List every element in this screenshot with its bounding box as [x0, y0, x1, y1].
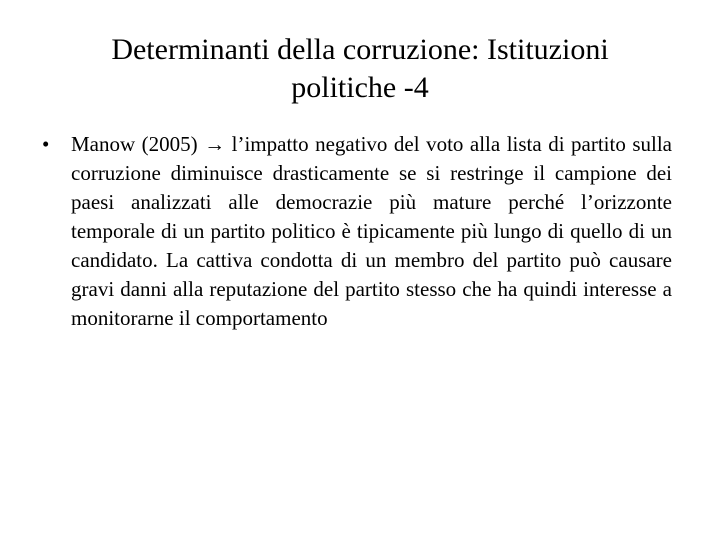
slide-title: Determinanti della corruzione: Istituzioni politiche -4 — [111, 33, 609, 104]
bullet-icon: • — [42, 132, 50, 156]
bullet-item — [38, 130, 672, 333]
bullet-list — [38, 130, 672, 333]
bullet-text: Manow (2005) → l’impatto negativo del voto alla lista di partito sulla corruzione diminuisce drasticamente se si restringe il campione dei paesi analizzati alle democrazie più mature perché l’orizzonte temporale di un partito politico è tipicamente più lungo di quello di un candidato. La cattiva condotta di un membro del partito può causare gravi danni alla reputazione del partito stesso che ha quindi interesse a monitorarne il comportamento — [71, 132, 672, 330]
